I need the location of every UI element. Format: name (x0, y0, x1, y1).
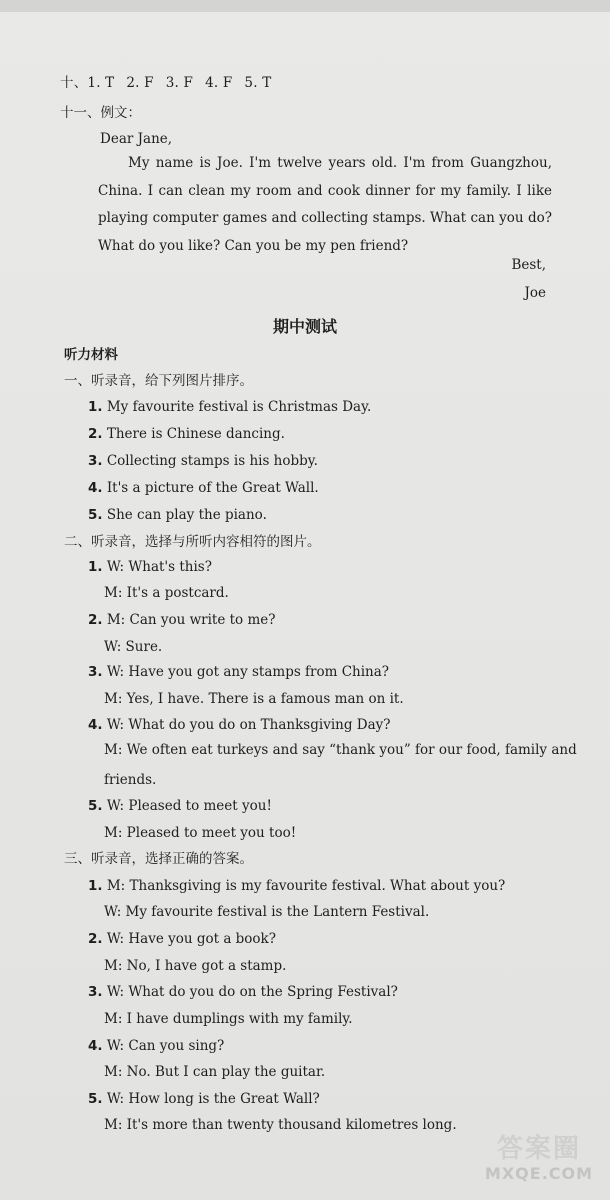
listening-header: 听力材料 (64, 347, 118, 363)
watermark-url: MXQE.COM (484, 1164, 594, 1183)
dialog-line: 5. W: Pleased to meet you! (88, 798, 272, 814)
list-item: 3. Collecting stamps is his hobby. (88, 453, 318, 469)
letter-signature: Joe (524, 285, 546, 301)
dialog-line: 2. M: Can you write to me? (88, 612, 276, 628)
dialog-line: 1. W: What's this? (88, 559, 212, 575)
dialog-line: 5. W: How long is the Great Wall? (88, 1091, 320, 1107)
dialog-line: 4. W: Can you sing? (88, 1038, 225, 1054)
watermark-logo-text: 答案圈 (496, 1134, 581, 1164)
dialog-line: 1. M: Thanksgiving is my favourite festival. What about you? (88, 878, 506, 894)
dialog-line: M: We often eat turkeys and say “thank you” for our food, family and (104, 742, 577, 758)
dialog-line: 2. W: Have you got a book? (88, 931, 276, 947)
dialog-line: M: I have dumplings with my family. (104, 1011, 353, 1027)
dialog-line: 3. W: What do you do on the Spring Festival? (88, 984, 398, 1000)
list-item: 1. My favourite festival is Christmas Day. (88, 399, 372, 415)
answer-line (60, 74, 283, 92)
answer-item: 2. F (126, 75, 154, 91)
answer-item: 3. F (165, 75, 194, 91)
list-item: 4. It's a picture of the Great Wall. (88, 480, 319, 496)
answer-item: 4. F (205, 75, 233, 91)
dialog-line: 4. W: What do you do on Thanksgiving Day? (88, 717, 391, 733)
sample-essay-label: 十一、例文： (60, 105, 141, 121)
dialog-line: M: It's more than twenty thousand kilometres long. (104, 1117, 457, 1133)
answer-item: 5. T (244, 75, 272, 91)
scan-edge (0, 0, 610, 12)
dialog-line-continued: friends. (104, 772, 157, 788)
letter-closing: Best, (511, 257, 546, 273)
dialog-line: 3. W: Have you got any stamps from China? (88, 664, 390, 680)
list-item: 2. There is Chinese dancing. (88, 426, 285, 442)
section-title: 期中测试 (272, 317, 337, 336)
answer-item: 1. T (87, 75, 115, 91)
section-2-heading: 二、听录音，选择与所听内容相符的图片。 (64, 534, 321, 550)
dialog-line: M: Pleased to meet you too! (104, 825, 297, 841)
dialog-line: M: Yes, I have. There is a famous man on it. (104, 691, 404, 707)
answer-prefix: 十、 (60, 75, 88, 91)
letter-greeting: Dear Jane, (100, 131, 173, 147)
dialog-line: M: No, I have got a stamp. (104, 958, 287, 974)
site-watermark (474, 1134, 604, 1190)
section-3-heading: 三、听录音，选择正确的答案。 (64, 851, 253, 867)
section-1-heading: 一、听录音，给下列图片排序。 (64, 373, 253, 389)
dialog-line: M: It's a postcard. (104, 585, 229, 601)
letter-body: My name is Joe. I'm twelve years old. I'm from Guangzhou, China. I can clean my room and cook dinner for my family. I like playing computer games and collecting stamps. What can you do? What do you like? Can you be my pen friend? (98, 155, 552, 254)
list-item: 5. She can play the piano. (88, 507, 267, 523)
dialog-line: M: No. But I can play the guitar. (104, 1064, 326, 1080)
dialog-line: W: My favourite festival is the Lantern Festival. (104, 904, 430, 920)
dialog-line: W: Sure. (104, 639, 163, 655)
